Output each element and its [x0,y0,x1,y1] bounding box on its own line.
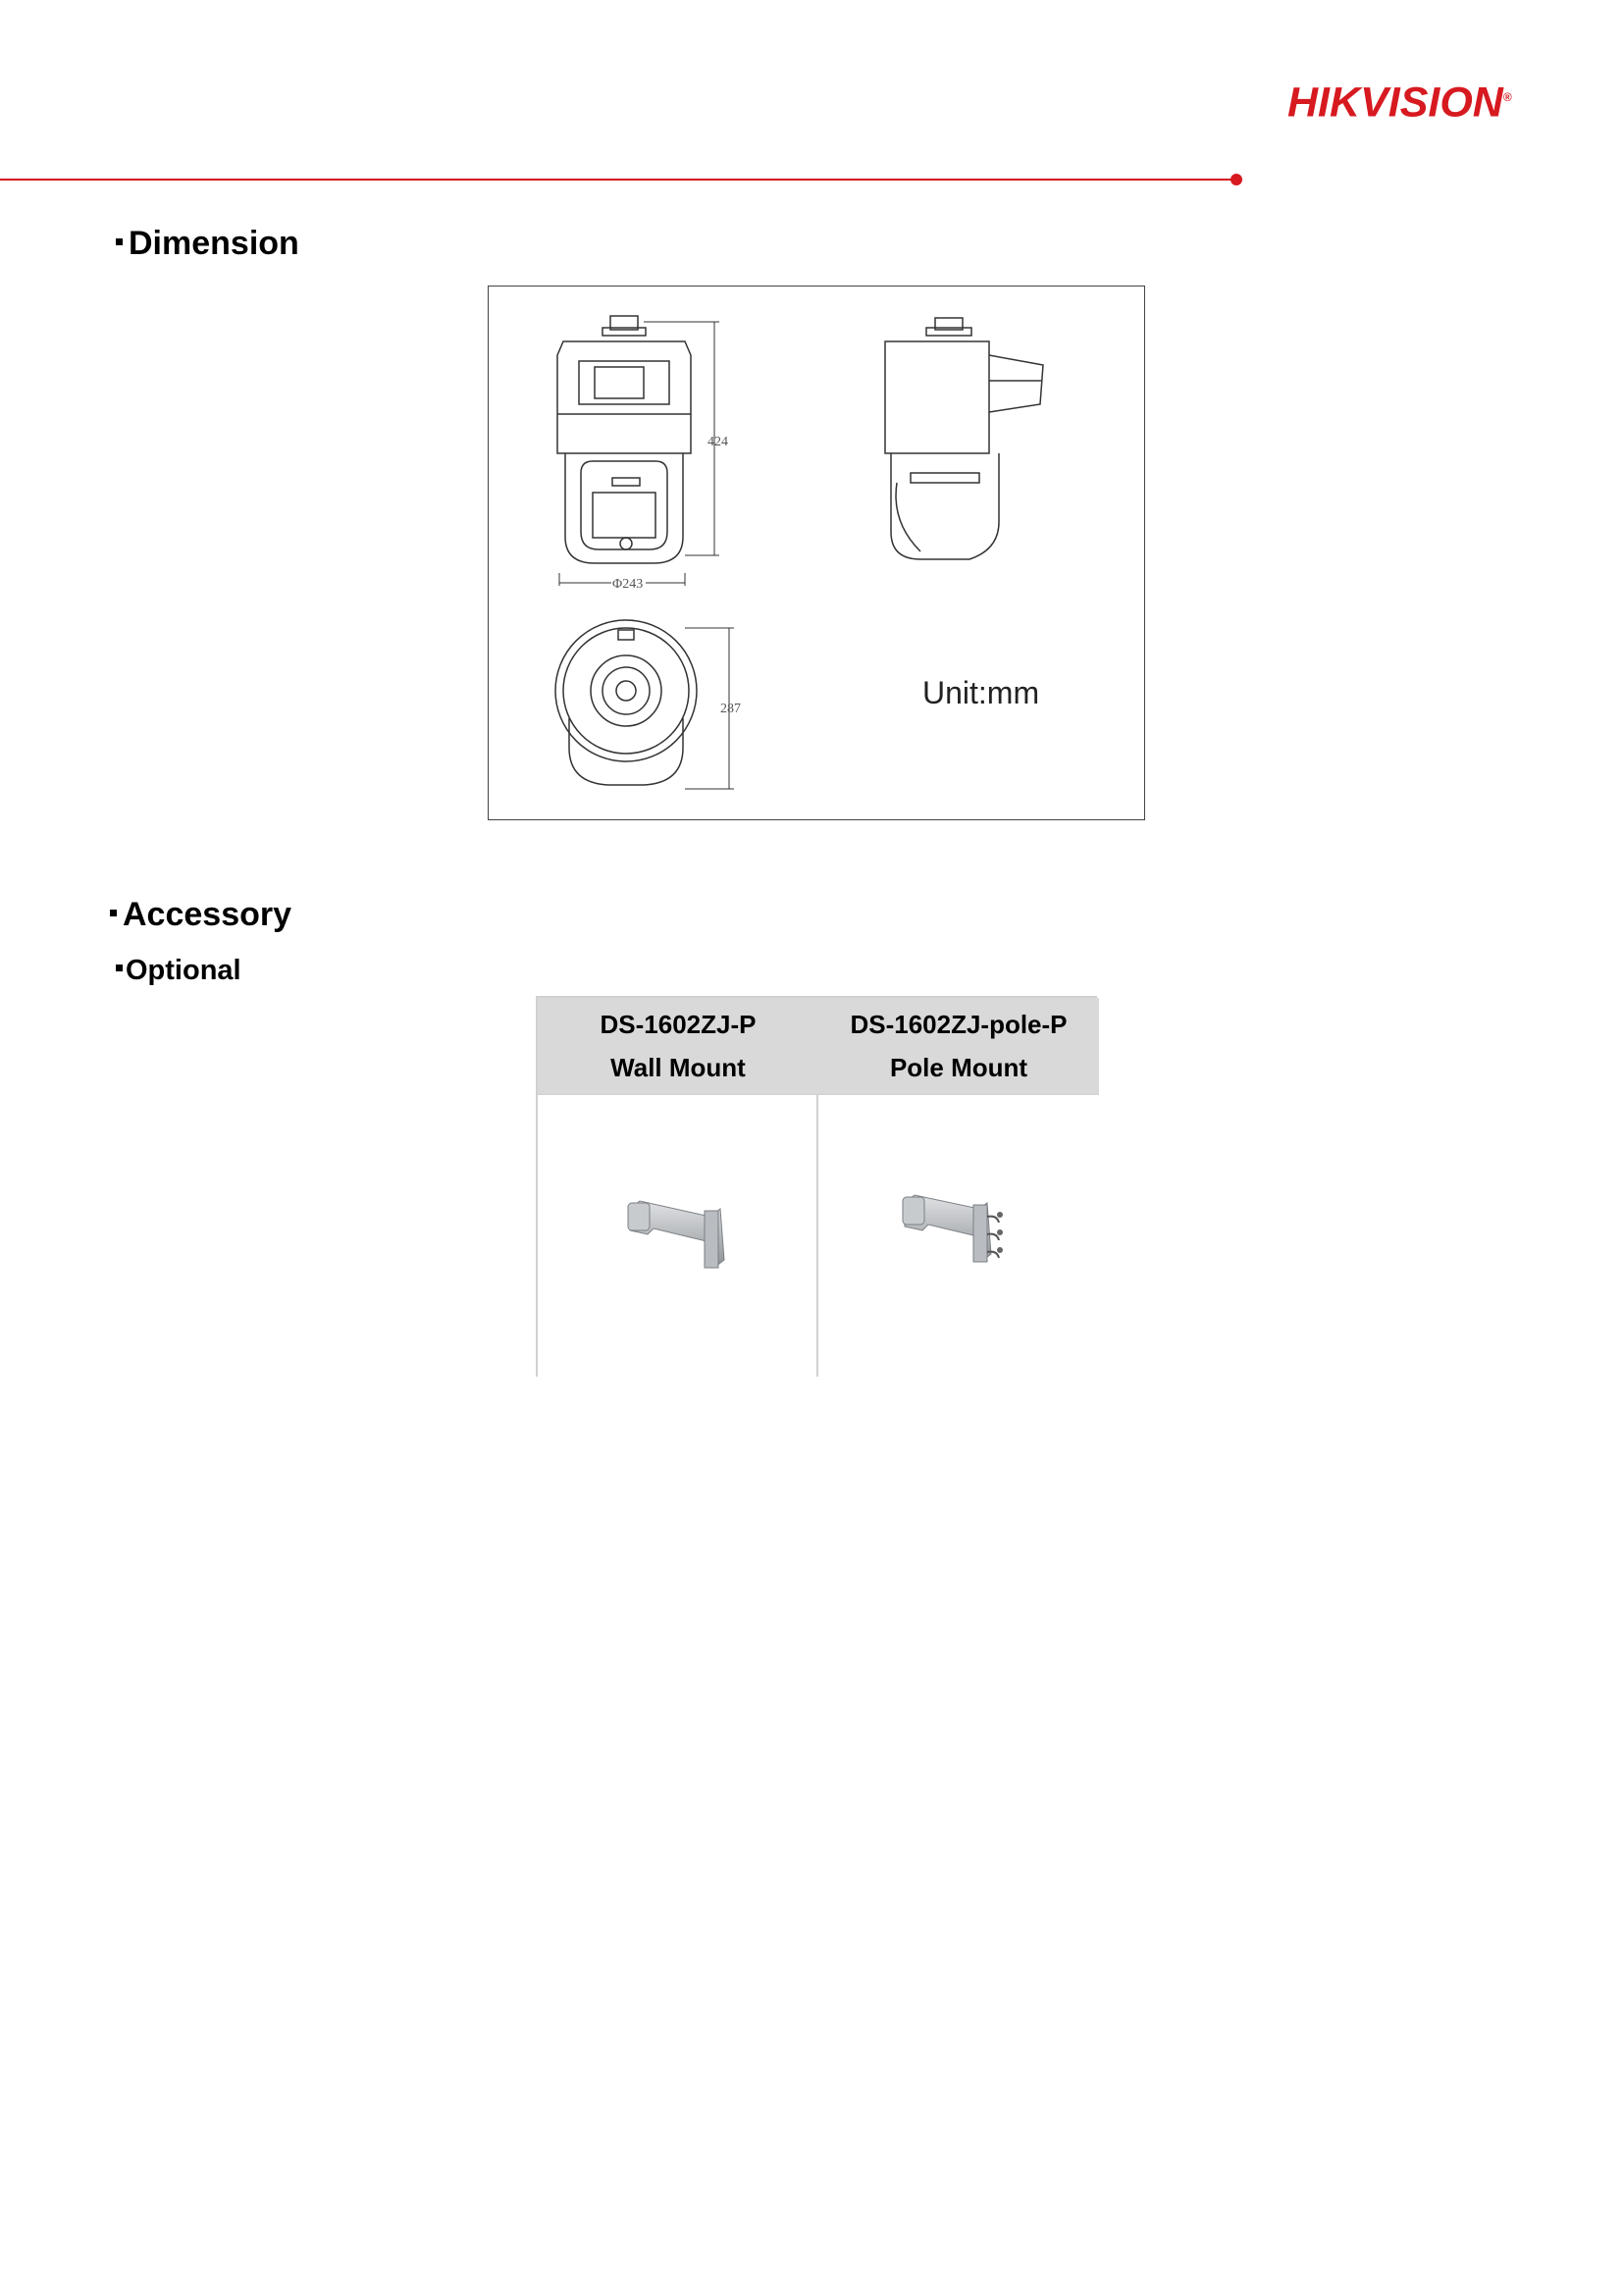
camera-dimension-drawing [489,287,1146,821]
dimension-title-text: Dimension [129,225,299,262]
logo-vision: VISION [1360,78,1503,127]
depth-dimension-label: 287 [720,702,741,716]
pole-mount-bracket-icon [818,1095,1097,1378]
optional-label-text: Optional [126,955,241,986]
dimension-drawing-frame [488,286,1145,820]
accessory-name: Pole Mount [889,1053,1028,1082]
logo-registered-mark: ® [1502,90,1512,104]
wall-mount-bracket-icon [538,1095,816,1378]
unit-label: Unit:mm [922,675,1040,710]
header-divider-dot [1230,174,1242,185]
wall-mount-image-cell [538,1094,818,1377]
width-dimension-label: Φ243 [612,577,644,592]
accessory-header-wall-mount [538,998,818,1094]
dimension-section-title [116,224,299,263]
accessory-name: Wall Mount [610,1053,746,1082]
pole-mount-image-cell [818,1094,1099,1377]
accessory-title-text: Accessory [123,896,292,933]
top-view-drawing [555,620,697,785]
bullet-icon [110,910,117,916]
accessory-section-title [110,895,291,934]
bullet-icon [116,965,123,971]
height-dimension-label: 424 [707,435,728,449]
hikvision-logo [1287,73,1562,127]
logo-hik: HIK [1287,78,1361,127]
accessory-table [536,996,1097,1377]
optional-subtitle [116,954,241,987]
accessory-model: DS-1602ZJ-pole-P [850,1010,1068,1039]
header-divider-line [0,179,1231,181]
bullet-icon [116,238,123,245]
accessory-header-pole-mount [818,998,1099,1094]
front-view-drawing [557,316,691,563]
side-view-drawing [885,318,1043,559]
accessory-model: DS-1602ZJ-P [600,1010,757,1039]
